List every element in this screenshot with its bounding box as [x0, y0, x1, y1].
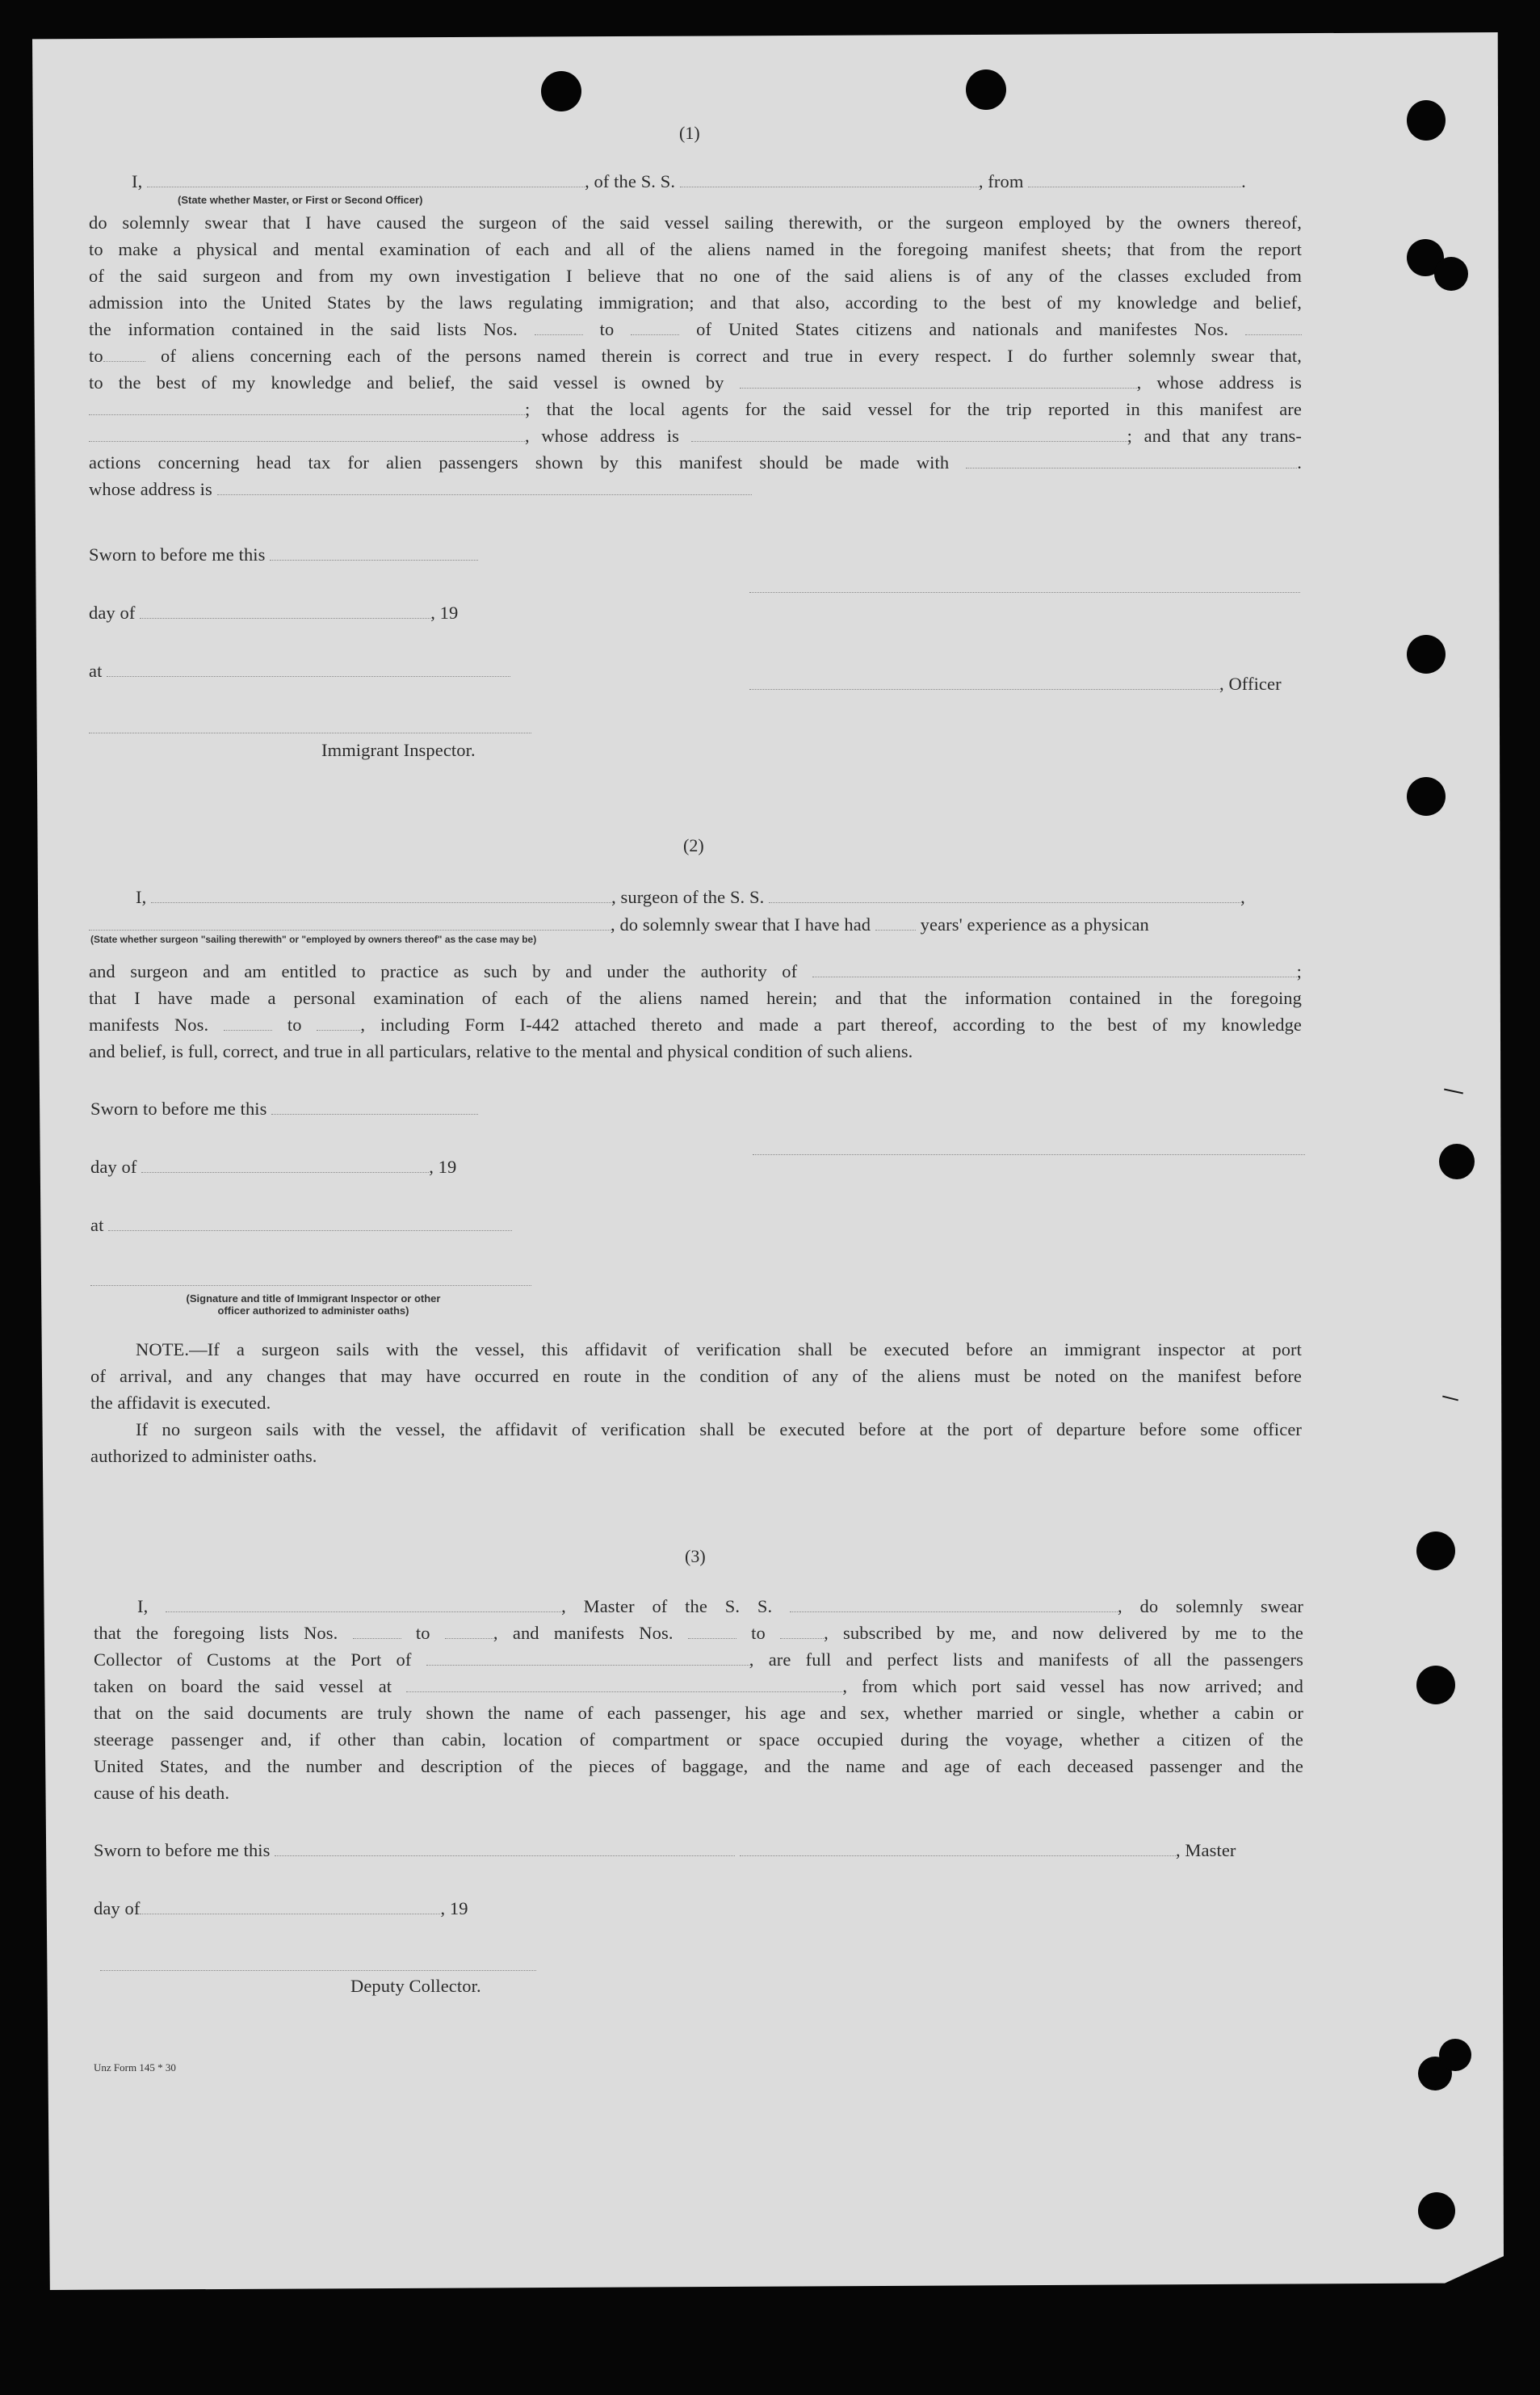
body-line: and belief, is full, correct, and true in all particulars, relative to the mental and physical condition of such aliens. [89, 1041, 913, 1061]
month-field[interactable] [140, 1896, 440, 1914]
section-2-line-1 [136, 884, 1302, 910]
note-line: If no surgeon sails with the vessel, the affidavit of verification shall be executed before at the port of departure before some officer [136, 1419, 1302, 1439]
departure-port-field[interactable] [406, 1674, 842, 1692]
body-line [89, 369, 1302, 396]
text: years' experience as a physican [920, 914, 1149, 935]
section-1-day [89, 599, 458, 626]
signature-line[interactable] [753, 1153, 1305, 1155]
surgeon-name-field[interactable] [151, 884, 611, 903]
authority-field[interactable] [812, 959, 1297, 977]
body-line: that on the said documents are truly shown the name of each passenger, his age and sex, whether married or single, whether a cabin or [94, 1703, 1303, 1723]
section-1-body [89, 209, 1302, 502]
text: to the best of my knowledge and belief, the said vessel is owned by [89, 372, 724, 393]
section-3-sworn [94, 1837, 1303, 1863]
section-2-capacity-note: (State whether surgeon "sailing therewith" or "employed by owners thereof" as the case may be) [90, 934, 537, 945]
list-no-to-field[interactable] [631, 317, 679, 335]
note-line: NOTE.—If a surgeon sails with the vessel, this affidavit of verification shall be executed before an immigrant inspector at port [136, 1339, 1302, 1359]
section-2-at [90, 1212, 512, 1238]
name-field[interactable] [147, 169, 585, 187]
officer-signature-field[interactable] [749, 671, 1219, 690]
text: , are full and perfect lists and manifests of all the passengers [749, 1649, 1303, 1670]
body-line [94, 1620, 1303, 1646]
text: to [287, 1015, 302, 1035]
signature-line[interactable] [749, 591, 1300, 593]
text: , whose address is [1136, 372, 1302, 393]
punch-hole [1434, 257, 1468, 291]
inspector-signature-line[interactable] [90, 1284, 531, 1286]
text: , do solemnly swear that I have had [611, 914, 871, 935]
punch-hole [966, 69, 1006, 110]
body-line: to make a physical and mental examination of each and all of the aliens named in the foregoing manifest sheets; that from the report [89, 239, 1302, 259]
punch-hole [1416, 1666, 1455, 1704]
text: I, [136, 887, 147, 907]
master-name-field[interactable] [166, 1594, 561, 1612]
text: ; and that any trans- [1127, 426, 1302, 446]
text: whose address is [89, 479, 212, 499]
note-line: of arrival, and any changes that may have occurred en route in the condition of any of the aliens must be noted on the manifest before [90, 1366, 1302, 1386]
body-line: United States, and the number and description of the pieces of baggage, and the name and age of each deceased passenger and the [94, 1756, 1303, 1776]
vessel-field[interactable] [769, 884, 1240, 903]
port-field[interactable] [426, 1647, 749, 1666]
text: ; that the local agents for the said vessel for the trip reported in this manifest are [525, 399, 1302, 419]
text: Sworn to before me this [89, 544, 266, 565]
punch-hole [1439, 1144, 1475, 1179]
body-line: that I have made a personal examination of each of the aliens named herein; and that the information contained in the foregoing [89, 988, 1302, 1008]
section-2-day [90, 1153, 456, 1180]
body-line: admission into the United States by the laws regulating immigration; and that also, according to the best of my knowledge and belief, [89, 292, 1302, 313]
section-3-day [94, 1895, 468, 1922]
section-2-sworn [90, 1095, 478, 1122]
text: , Master [1175, 1840, 1236, 1860]
text: I, [137, 1596, 149, 1616]
list-to-field[interactable] [445, 1620, 493, 1639]
signature-title-note [128, 1292, 499, 1317]
body-line [94, 1593, 1303, 1620]
text: , from [978, 171, 1024, 191]
section-3-number: (3) [685, 1546, 706, 1566]
text: ; [1296, 961, 1302, 981]
agents-field[interactable] [89, 423, 525, 442]
body-line [89, 449, 1302, 476]
text: day of [89, 603, 136, 623]
surgeon-capacity-field[interactable] [89, 912, 611, 931]
immigrant-inspector-label: Immigrant Inspector. [321, 740, 476, 760]
master-signature-field[interactable] [740, 1838, 1176, 1856]
collector-signature-line[interactable] [100, 1969, 536, 1971]
text: , from which port said vessel has now arrived; and [842, 1676, 1304, 1696]
text: , 19 [440, 1898, 468, 1918]
head-tax-field[interactable] [966, 450, 1297, 468]
text: , 19 [429, 1157, 457, 1177]
body-line [89, 342, 1302, 369]
section-2-number: (2) [683, 835, 704, 855]
manifest-no-field[interactable] [1245, 317, 1302, 335]
vessel-field[interactable] [680, 169, 979, 187]
text: and surgeon and am entitled to practice as such by and under the authority of [89, 961, 798, 981]
text: to [415, 1623, 430, 1643]
deputy-collector-label: Deputy Collector. [350, 1976, 481, 1996]
body-line [89, 422, 1302, 449]
punch-hole [1416, 1532, 1455, 1570]
text: , Officer [1219, 674, 1282, 694]
head-tax-address-field[interactable] [217, 477, 752, 495]
text: at [89, 661, 103, 681]
manifest-to-field[interactable] [780, 1620, 824, 1639]
punch-hole [1439, 2039, 1471, 2071]
punch-hole [1418, 2192, 1455, 2229]
years-field[interactable] [875, 912, 916, 931]
punch-hole [1407, 100, 1446, 141]
punch-hole [1407, 635, 1446, 674]
text: I, [132, 171, 143, 191]
section-1-officer [749, 670, 1282, 697]
manifest-from-field[interactable] [224, 1012, 272, 1031]
list-no-from-field[interactable] [535, 317, 583, 335]
inspector-signature-line[interactable] [89, 732, 531, 733]
body-line: steerage passenger and, if other than cabin, location of compartment or space occupied during the voyage, whether a citizen of the [94, 1729, 1303, 1750]
text: to [599, 319, 615, 339]
text: . [1297, 452, 1302, 473]
manifest-to-field[interactable] [317, 1012, 360, 1031]
section-3-body [94, 1593, 1303, 1806]
body-line: of the said surgeon and from my own investigation I believe that no one of the said aliens is of any of the classes excluded from [89, 266, 1302, 286]
text: Sworn to before me this [94, 1840, 271, 1860]
from-field[interactable] [1028, 169, 1241, 187]
section-1-at [89, 658, 510, 684]
text: . [1241, 171, 1246, 191]
text: , [1240, 887, 1245, 907]
text: Sworn to before me this [90, 1099, 267, 1119]
body-line [89, 476, 1302, 502]
text: manifests Nos. [89, 1015, 209, 1035]
note-line: authorized to administer oaths. [90, 1446, 317, 1466]
form-number: Unz Form 145 * 30 [94, 2061, 176, 2074]
place-field[interactable] [107, 658, 510, 677]
text: Collector of Customs at the Port of [94, 1649, 412, 1670]
section-2-note [90, 1336, 1302, 1469]
body-line [94, 1673, 1303, 1700]
text: , subscribed by me, and now delivered by me to the [824, 1623, 1304, 1643]
text: taken on board the said vessel at [94, 1676, 392, 1696]
section-2-body [89, 958, 1302, 1065]
body-line [89, 958, 1302, 985]
text: , including Form I-442 attached thereto and made a part thereof, according to the best of my knowledge [360, 1015, 1303, 1035]
owner-field[interactable] [740, 370, 1137, 389]
manifest-to-field[interactable] [103, 343, 145, 362]
sworn-day-field[interactable] [275, 1838, 735, 1856]
sworn-day-field[interactable] [270, 542, 478, 561]
text: , and manifests Nos. [493, 1623, 673, 1643]
body-line: do solemnly swear that I have caused the surgeon of the said vessel sailing therewith, or the surgeon employed by the owners thereof, [89, 212, 1302, 233]
text: , of the S. S. [585, 171, 676, 191]
body-line [89, 316, 1302, 342]
vessel-field[interactable] [790, 1594, 1118, 1612]
text: , whose address is [525, 426, 679, 446]
text: , Master of the S. S. [561, 1596, 773, 1616]
text: (Signature and title of Immigrant Inspector or other [186, 1292, 441, 1305]
list-from-field[interactable] [353, 1620, 401, 1639]
text: , surgeon of the S. S. [611, 887, 765, 907]
body-line: cause of his death. [94, 1783, 230, 1803]
text: to [89, 346, 103, 366]
text: officer authorized to administer oaths) [217, 1305, 409, 1317]
sworn-day-field[interactable] [271, 1096, 478, 1115]
text: day of [94, 1898, 141, 1918]
text: , do solemnly swear [1117, 1596, 1303, 1616]
month-field[interactable] [141, 1154, 429, 1173]
text: that the foregoing lists Nos. [94, 1623, 338, 1643]
body-line [89, 1011, 1302, 1038]
section-1-line-1 [132, 168, 1301, 195]
text: to [751, 1623, 766, 1643]
body-line [89, 396, 1302, 422]
section-1-number: (1) [679, 123, 700, 143]
section-1-rank-note: (State whether Master, or First or Second Officer) [178, 194, 423, 206]
manifest-from-field[interactable] [688, 1620, 736, 1639]
note-line: the affidavit is executed. [90, 1393, 271, 1413]
month-field[interactable] [140, 600, 430, 619]
punch-hole [1407, 777, 1446, 816]
agents-address-field[interactable] [691, 423, 1127, 442]
place-field[interactable] [108, 1212, 512, 1231]
text: , 19 [430, 603, 459, 623]
punch-hole [541, 71, 581, 111]
text: at [90, 1215, 104, 1235]
text: of aliens concerning each of the persons named therein is correct and true in every respect. I do further solemnly swear that, [161, 346, 1302, 366]
owner-address-field[interactable] [89, 397, 525, 415]
text: the information contained in the said lists Nos. [89, 319, 518, 339]
text: actions concerning head tax for alien passengers shown by this manifest should be made with [89, 452, 950, 473]
body-line [94, 1646, 1303, 1673]
text: day of [90, 1157, 137, 1177]
text: of United States citizens and nationals and manifestes Nos. [696, 319, 1229, 339]
section-1-sworn [89, 541, 478, 568]
